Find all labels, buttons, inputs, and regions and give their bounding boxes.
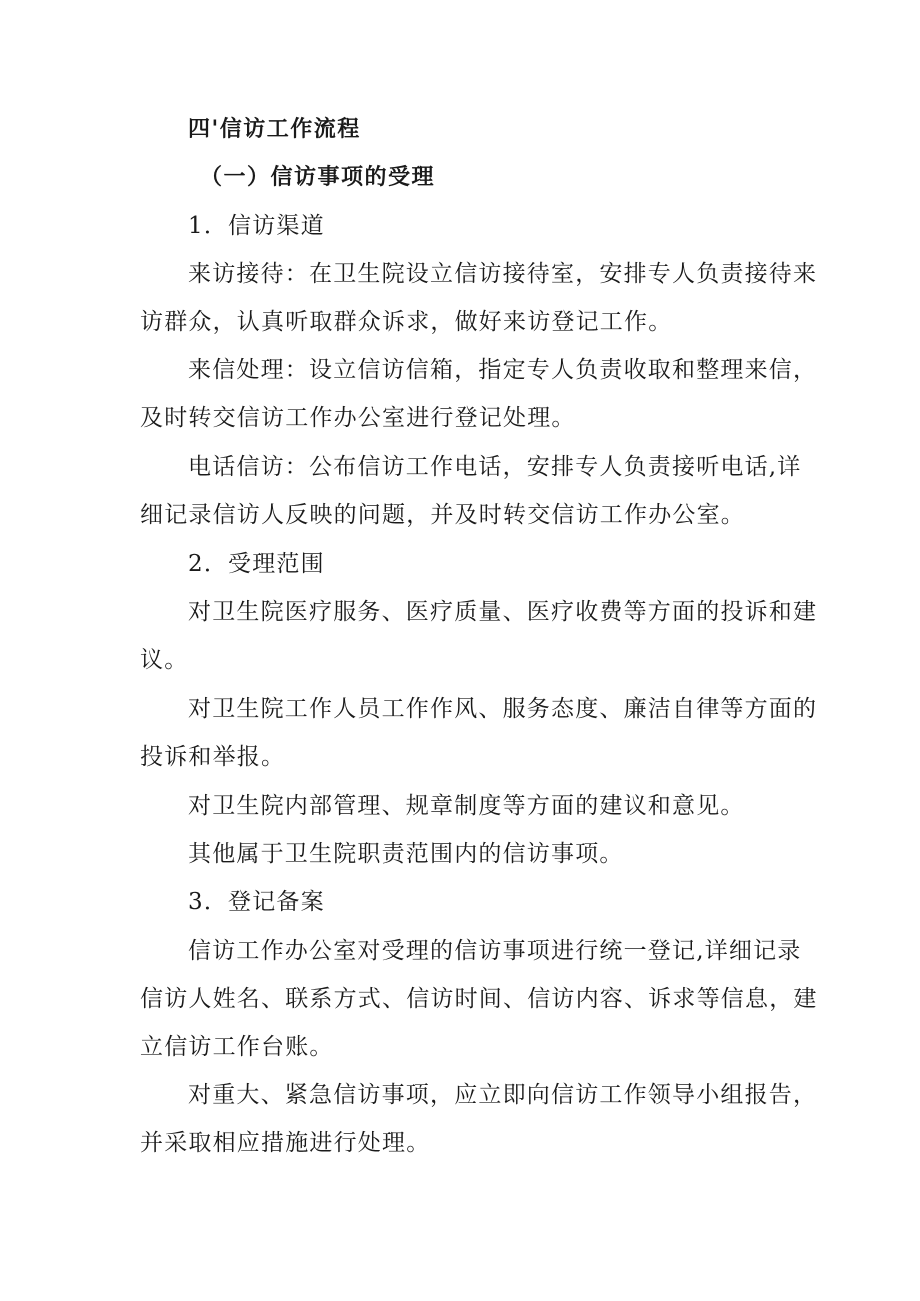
paragraph-line: 电话信访：公布信访工作电话，安排专人负责接听电话,详 xyxy=(188,454,802,480)
paragraph-line: 并采取相应措施进行处理。 xyxy=(140,1130,431,1156)
paragraph-line: 立信访工作台账。 xyxy=(140,1034,334,1060)
paragraph-line: 访群众，认真听取群众诉求，做好来访登记工作。 xyxy=(140,309,673,335)
paragraph-line: 投诉和举报。 xyxy=(140,744,286,770)
paragraph-line: 其他属于卫生院职责范围内的信访事项。 xyxy=(188,841,624,867)
paragraph-line: 对卫生院内部管理、规章制度等方面的建议和意见。 xyxy=(188,793,745,819)
paragraph-line: 来访接待：在卫生院设立信访接待室，安排专人负责接待来 xyxy=(188,261,818,287)
paragraph-line: 对卫生院工作人员工作作风、服务态度、廉洁自律等方面的 xyxy=(188,696,818,722)
paragraph-line: 对重大、紧急信访事项，应立即向信访工作领导小组报告， xyxy=(188,1082,818,1108)
item-heading-registration: 3．登记备案 xyxy=(188,889,325,915)
paragraph-line: 对卫生院医疗服务、医疗质量、医疗收费等方面的投诉和建 xyxy=(188,599,818,625)
item-heading-scope: 2．受理范围 xyxy=(188,551,325,577)
section-title: 四'信访工作流程 xyxy=(188,117,361,142)
paragraph-line: 议。 xyxy=(140,647,189,673)
paragraph-line: 及时转交信访工作办公室进行登记处理。 xyxy=(140,405,576,431)
paragraph-line: 信访工作办公室对受理的信访事项进行统一登记,详细记录 xyxy=(188,938,802,964)
paragraph-line: 细记录信访人反映的问题，并及时转交信访工作办公室。 xyxy=(140,502,745,528)
item-heading-channels: 1．信访渠道 xyxy=(188,213,325,239)
paragraph-line: 信访人姓名、联系方式、信访时间、信访内容、诉求等信息，建 xyxy=(140,986,818,1012)
paragraph-line: 来信处理：设立信访信箱，指定专人负责收取和整理来信， xyxy=(188,357,818,383)
subsection-title: （一）信访事项的受理 xyxy=(200,165,436,190)
